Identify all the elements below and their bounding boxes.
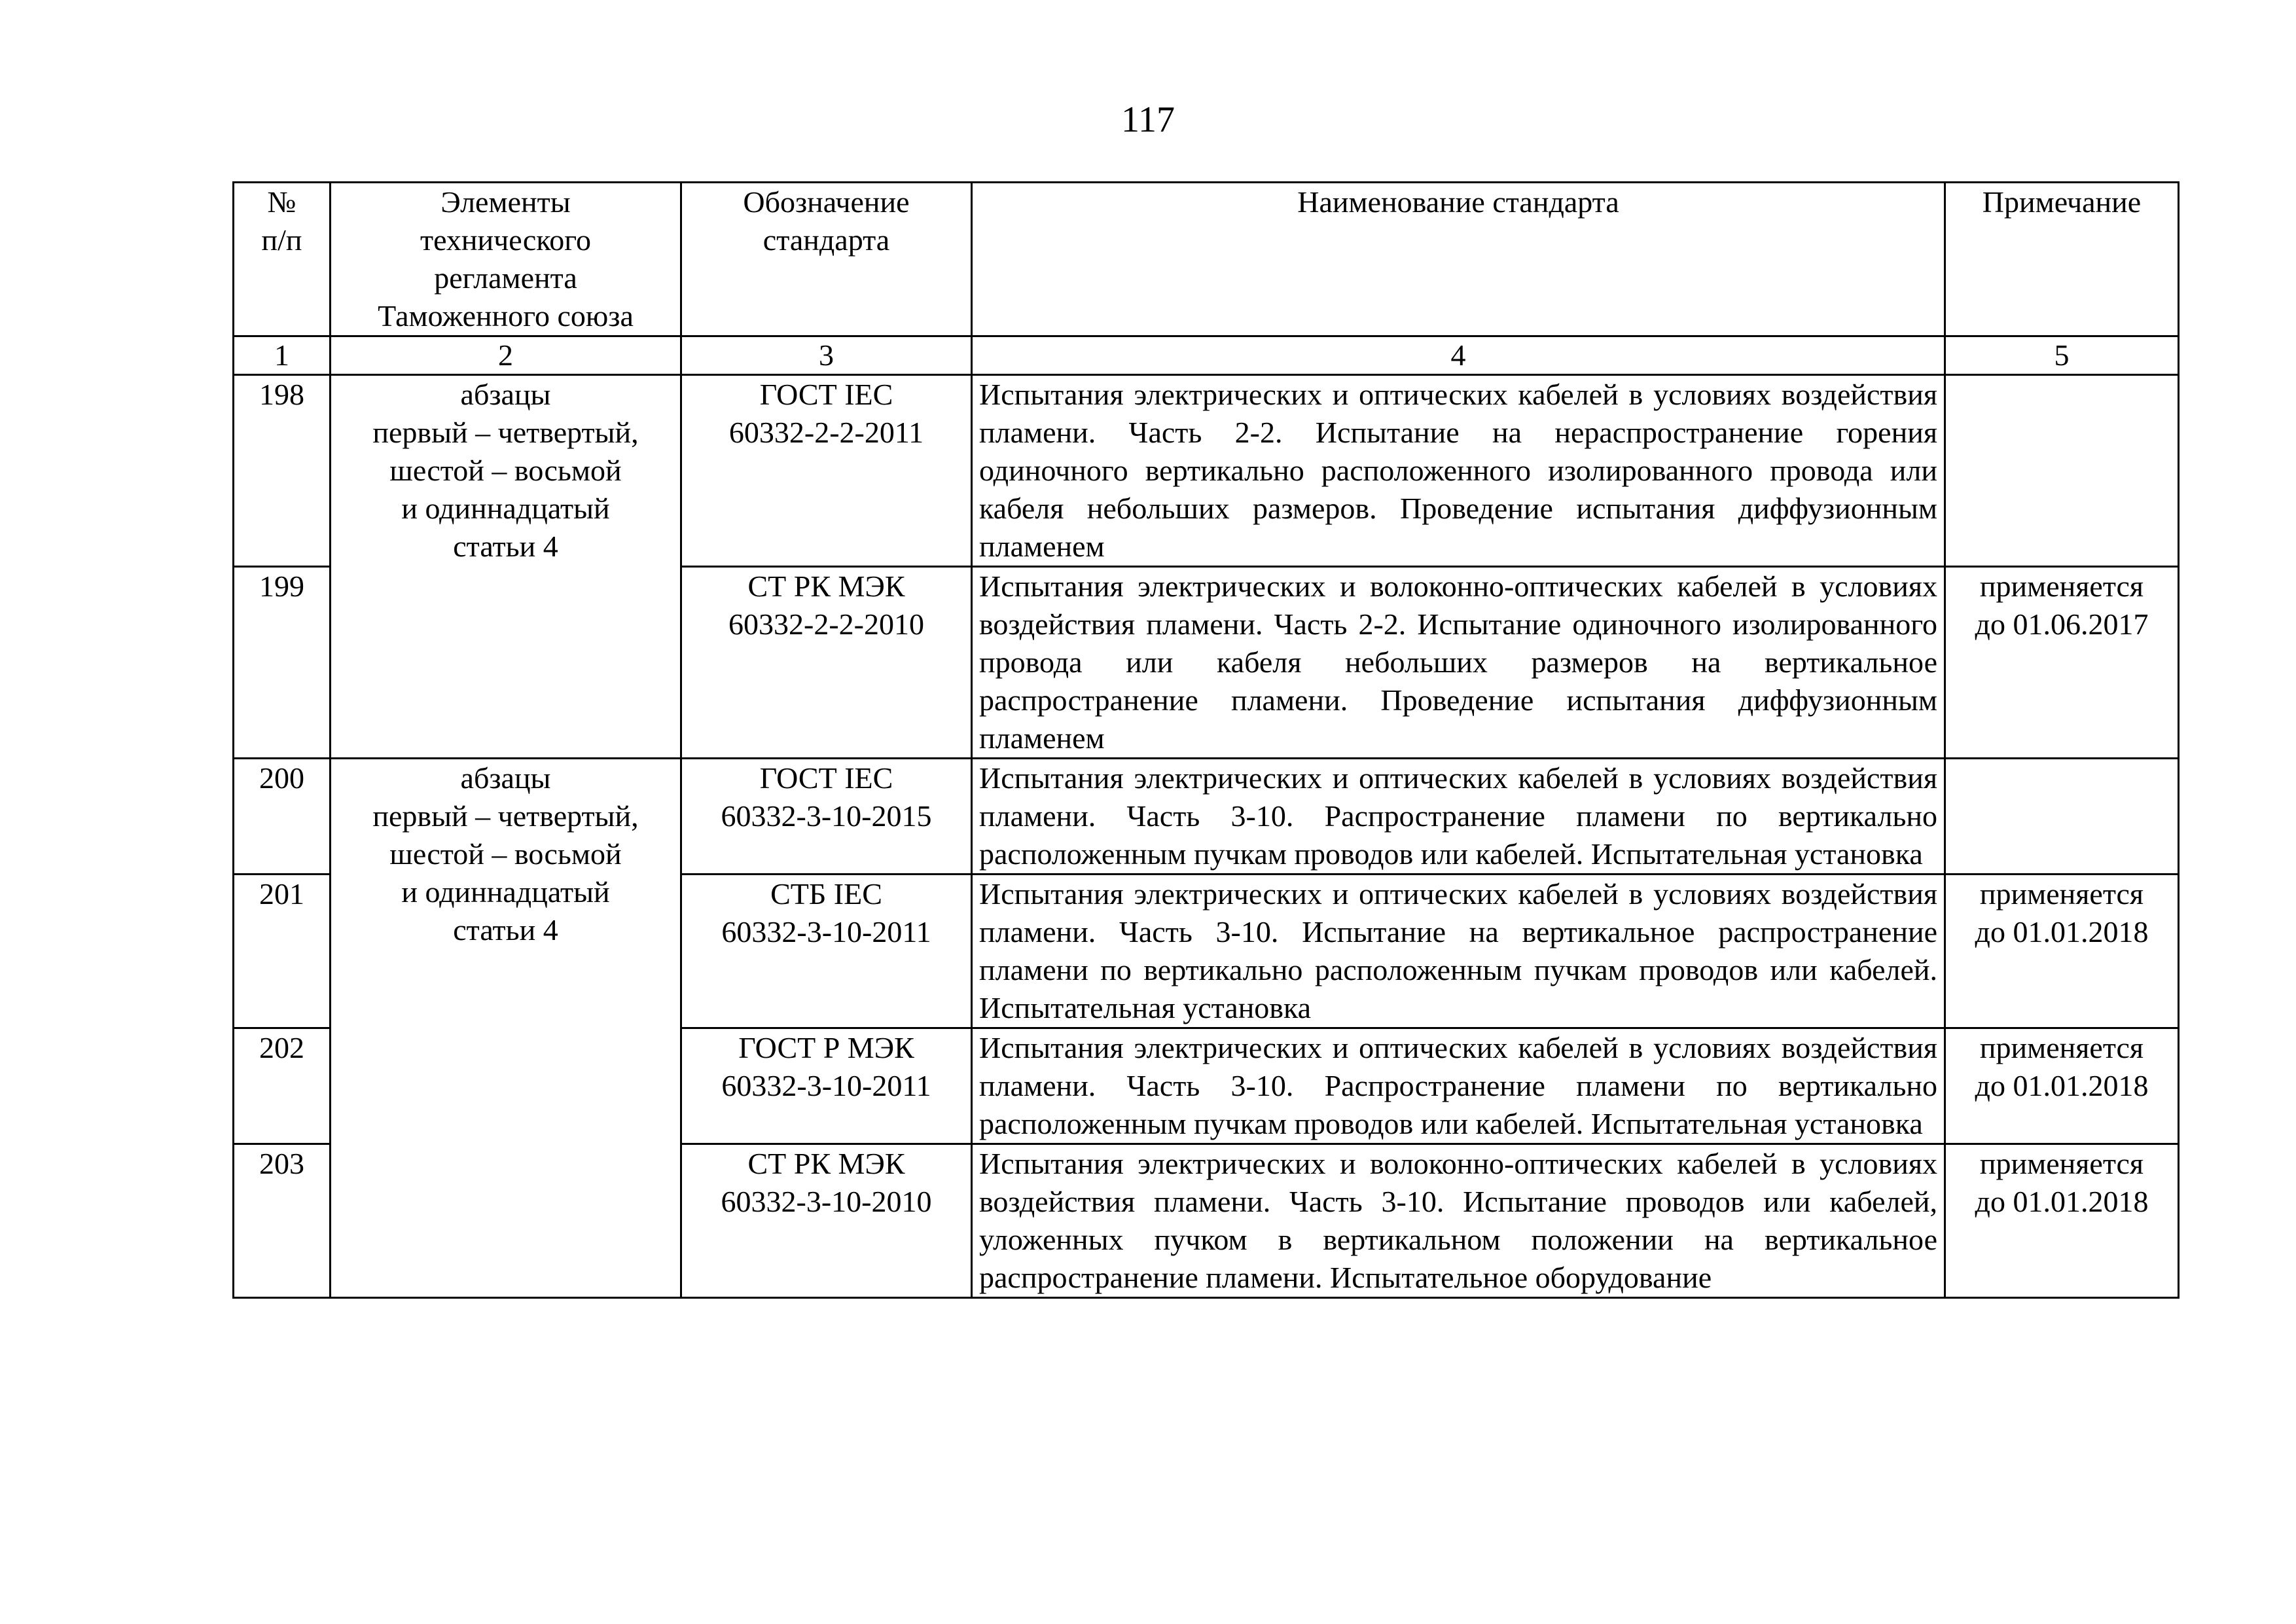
standard-designation: ГОСТ IEC 60332-3-10-2015 <box>681 759 972 875</box>
row-number: 201 <box>234 875 331 1028</box>
note: применяется до 01.06.2017 <box>1945 567 2179 759</box>
column-number-row <box>234 336 2179 375</box>
row-number: 198 <box>234 375 331 567</box>
standard-designation: СТБ IEC 60332-3-10-2011 <box>681 875 972 1028</box>
table-row <box>234 375 2179 567</box>
header-designation: Обозначение стандарта <box>681 183 972 336</box>
standard-designation: ГОСТ IEC 60332-2-2-2011 <box>681 375 972 567</box>
column-number: 3 <box>681 336 972 375</box>
standards-table <box>232 181 2179 1299</box>
page-number: 117 <box>1121 99 1175 140</box>
standard-name: Испытания электрических и оптических кабелей в условиях воздействия пламени. Часть 3-10. Распространение пламени по вертикально расположенным пучкам проводов или кабелей. Испытательная установка <box>972 1028 1945 1144</box>
column-number: 2 <box>331 336 681 375</box>
regulation-elements: абзацы первый – четвертый, шестой – восьмой и одиннадцатый статьи 4 <box>331 375 681 759</box>
standard-name: Испытания электрических и волоконно-оптических кабелей в условиях воздействия пламени. Часть 3-10. Испытание проводов или кабелей, уложенных пучком в вертикальном положении на вертикальное распространение пламени. Испытательное оборудование <box>972 1144 1945 1298</box>
row-number: 202 <box>234 1028 331 1144</box>
table-row <box>234 759 2179 875</box>
note <box>1945 375 2179 567</box>
header-name: Наименование стандарта <box>972 183 1945 336</box>
table-header-row <box>234 183 2179 336</box>
row-number: 203 <box>234 1144 331 1298</box>
column-number: 4 <box>972 336 1945 375</box>
note: применяется до 01.01.2018 <box>1945 875 2179 1028</box>
standard-designation: ГОСТ Р МЭК 60332-3-10-2011 <box>681 1028 972 1144</box>
header-number: № п/п <box>234 183 331 336</box>
row-number: 200 <box>234 759 331 875</box>
row-number: 199 <box>234 567 331 759</box>
standard-name: Испытания электрических и оптических кабелей в условиях воздействия пламени. Часть 2-2. Испытание на нераспространение горения одиночного вертикально расположенного изолированного провода или кабеля небольших размеров. Проведение испытания диффузионным пламенем <box>972 375 1945 567</box>
column-number: 5 <box>1945 336 2179 375</box>
header-note: Примечание <box>1945 183 2179 336</box>
regulation-elements: абзацы первый – четвертый, шестой – восьмой и одиннадцатый статьи 4 <box>331 759 681 1298</box>
standard-name: Испытания электрических и оптических кабелей в условиях воздействия пламени. Часть 3-10. Распространение пламени по вертикально расположенным пучкам проводов или кабелей. Испытательная установка <box>972 759 1945 875</box>
note: применяется до 01.01.2018 <box>1945 1144 2179 1298</box>
standard-designation: СТ РК МЭК 60332-2-2-2010 <box>681 567 972 759</box>
column-number: 1 <box>234 336 331 375</box>
standard-name: Испытания электрических и волоконно-оптических кабелей в условиях воздействия пламени. Часть 2-2. Испытание одиночного изолированного провода или кабеля небольших размеров на вертикальное распространение пламени. Проведение испытания диффузионным пламенем <box>972 567 1945 759</box>
note: применяется до 01.01.2018 <box>1945 1028 2179 1144</box>
standard-name: Испытания электрических и оптических кабелей в условиях воздействия пламени. Часть 3-10. Испытание на вертикальное распространение пламени по вертикально расположенным пучкам проводов или кабелей. Испытательная установка <box>972 875 1945 1028</box>
standard-designation: СТ РК МЭК 60332-3-10-2010 <box>681 1144 972 1298</box>
note <box>1945 759 2179 875</box>
header-elements: Элементы технического регламента Таможенного союза <box>331 183 681 336</box>
